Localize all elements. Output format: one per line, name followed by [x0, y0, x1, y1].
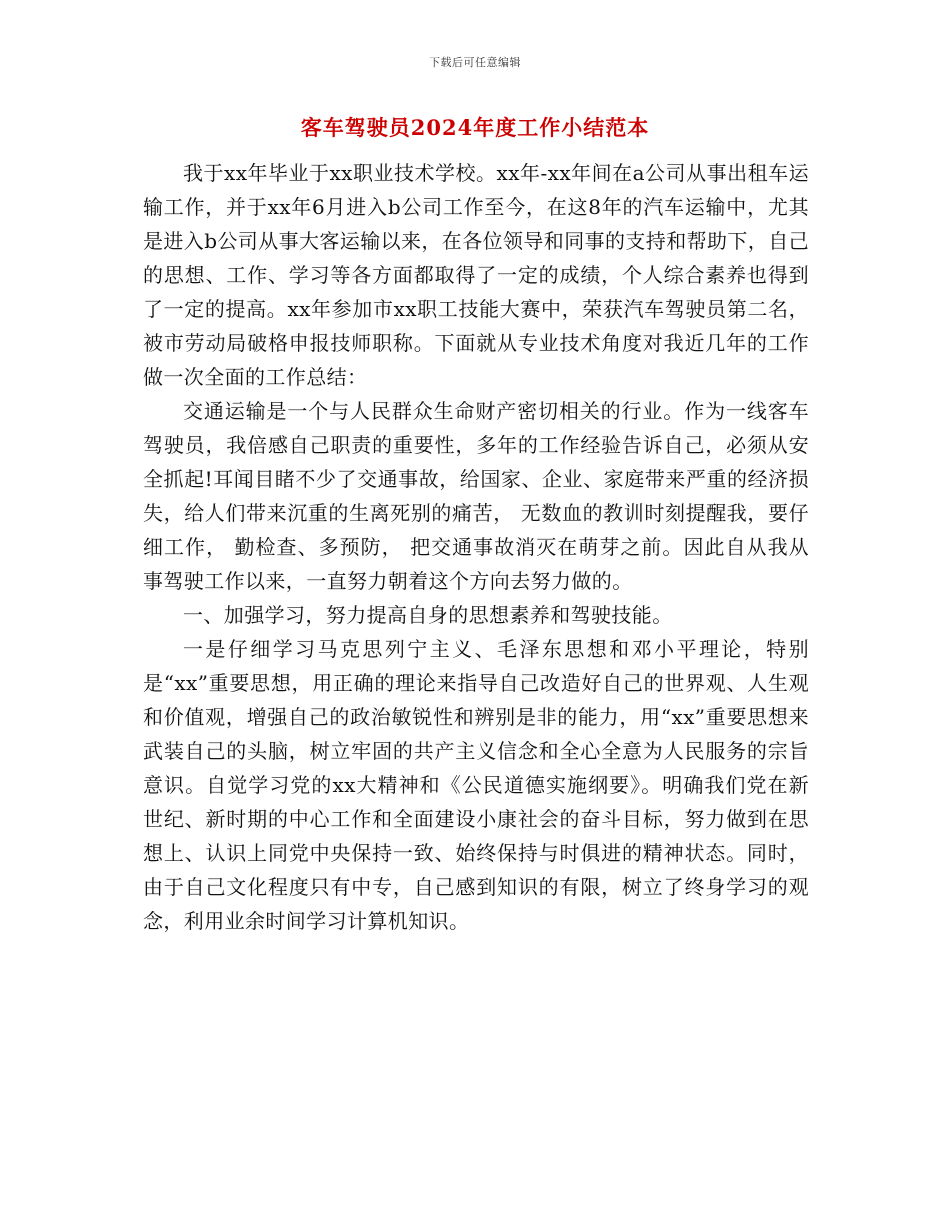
document-body: [143, 156, 809, 938]
paragraph-safety: 交通运输是一个与人民群众生命财产密切相关的行业。作为一线客车驾驶员，我倍感自己职责的重要性，多年的工作经验告诉自己，必须从安全抓起!耳闻目睹不少了交通事故，给国家、企业、家庭带来严重的经济损失，给人们带来沉重的生离死别的痛苦， 无数血的教训时刻提醒我，要仔细工作， 勤检查、多预防， 把交通事故消灭在萌芽之前。因此自从我从事驾驶工作以来，一直努力朝着这个方向去努力做的。: [143, 399, 809, 593]
paragraph-intro: 我于xx年毕业于xx职业技术学校。xx年-xx年间在a公司从事出租车运输工作，并于xx年6月进入b公司工作至今，在这8年的汽车运输中，尤其是进入b公司从事大客运输以来，在各位领导和同事的支持和帮助下，自己的思想、工作、学习等各方面都取得了一定的成绩，个人综合素养也得到了一定的提高。xx年参加市xx职工技能大赛中，荣获汽车驾驶员第二名，被市劳动局破格申报技师职称。下面就从专业技术角度对我近几年的工作做一次全面的工作总结：: [143, 161, 810, 389]
section-heading-study: 一、加强学习，努力提高自身的思想素养和驾驶技能。: [183, 603, 673, 627]
page-header-note: 下载后可任意编辑: [429, 56, 521, 69]
paragraph-study: 一是仔细学习马克思列宁主义、毛泽东思想和邓小平理论，特别是“xx”重要思想，用正确的理论来指导自己改造好自己的世界观、人生观和价值观，增强自己的政治敏锐性和辨别是非的能力，用“xx”重要思想来武装自己的头脑，树立牢固的共产主义信念和全心全意为人民服务的宗旨意识。自觉学习党的xx大精神和《公民道德实施纲要》。明确我们党在新世纪、新时期的中心工作和全面建设小康社会的奋斗目标，努力做到在思想上、认识上同党中央保持一致、始终保持与时俱进的精神状态。同时，由于自己文化程度只有中专，自己感到知识的有限，树立了终身学习的观念，利用业余时间学习计算机知识。: [143, 637, 809, 933]
document-title: 客车驾驶员2024年度工作小结范本: [300, 115, 650, 140]
